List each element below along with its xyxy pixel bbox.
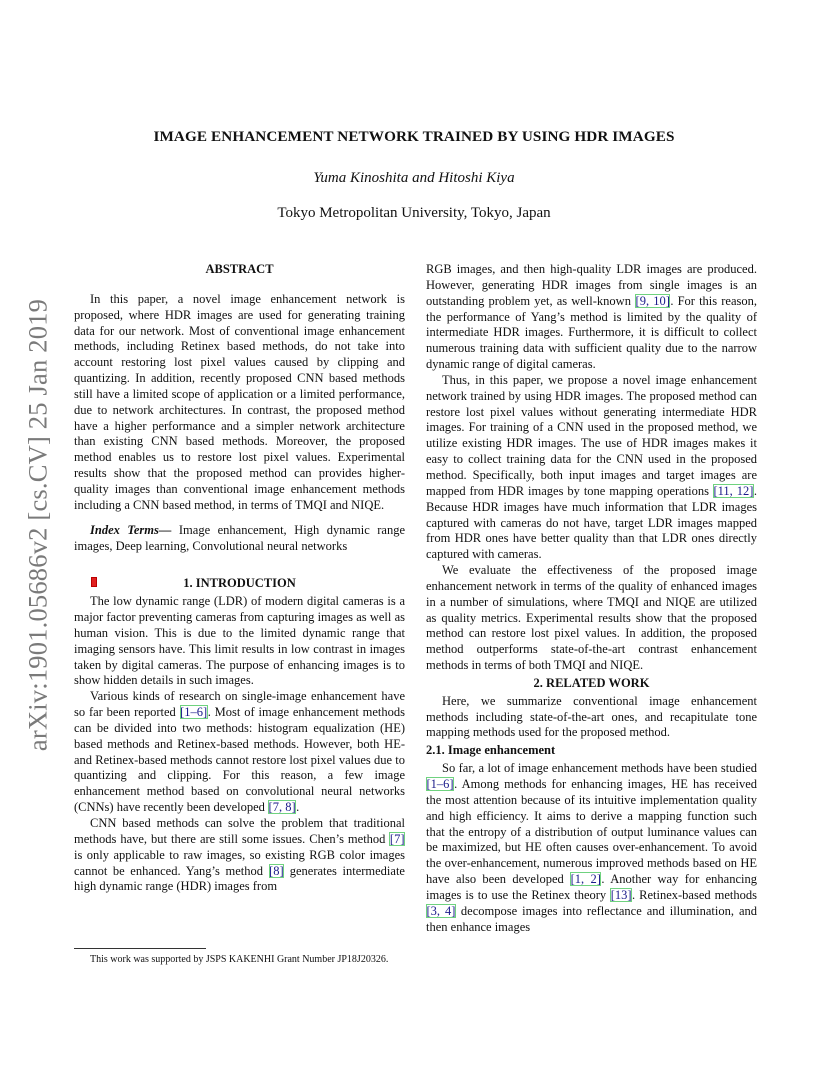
intro-paragraph-2	[74, 689, 405, 816]
footnote-text: This work was supported by JSPS KAKENHI Grant Number JP18J20326.	[90, 954, 389, 965]
intro-paragraph-3	[74, 816, 405, 895]
text-run: . Because HDR images have much information that LDR images captured with cameras do not have, target LDR images mapped from HDR ones have better quality than that LDR ones directly captured with cameras.	[426, 483, 757, 562]
text-run: CNN based methods can solve the problem that traditional methods have, but there are still some issues. Chen’s method	[74, 816, 405, 846]
paper-authors: Yuma Kinoshita and Hitoshi Kiya	[313, 170, 515, 186]
text-run: . Another way for enhancing images is to use the Retinex theory	[426, 872, 757, 902]
text-run: . For this reason, the performance of Yang’s method is limited by the quality of intermediate HDR images. Furthermore, it is difficult to collect numerous training data with sufficient quality due to the narrow dynamic range of digital cameras.	[426, 293, 757, 372]
paper-affiliation: Tokyo Metropolitan University, Tokyo, Japan	[277, 205, 551, 221]
citation-link[interactable]: [7, 8]	[268, 800, 296, 815]
related-paragraph-2	[426, 761, 757, 935]
text-run: So far, a lot of image enhancement methods have been studied	[442, 761, 757, 776]
index-terms	[74, 523, 405, 555]
arxiv-sidebar	[18, 290, 58, 760]
related-paragraph-1: Here, we summarize conventional image enhancement methods including state-of-the-art ones, and recapitulate tone mapping methods used for the proposed method.	[426, 693, 757, 740]
left-column	[74, 262, 405, 895]
citation-link[interactable]: [1, 2]	[570, 872, 601, 887]
text-run: decompose images into reflectance and illumination, and then enhance images	[426, 903, 757, 934]
text-run: .	[296, 800, 300, 815]
citation-link[interactable]: [1–6]	[180, 705, 208, 720]
intro-heading: 1. INTRODUCTION	[183, 576, 296, 591]
footnote-divider	[74, 948, 206, 949]
text-run: Thus, in this paper, we propose a novel image enhancement network trained by using HDR images. The proposed method can restore lost pixel values without generating intermediate HDR images. For training of a CNN used in the proposed method, we utilize existing HDR images. The use of HDR images makes it easy to collect training data for the CNN used in the proposed method. Specifically, both input images and target images are mapped from HDR images by tone mapping operations	[426, 372, 757, 498]
text-run: . Retinex-based methods	[632, 887, 757, 902]
subsection-heading: 2.1. Image enhancement	[426, 743, 556, 758]
text-run: . Among methods for enhancing images, HE has received the most attention because of its intuitive implementation quality and high efficiency. It aims to derive a mapping function such that the entropy of a distribution of output luminance values can be maximized, but HE often causes over-enhancement. To avoid the over-enhancement, numerous improved methods based on HE have also been developed	[426, 777, 757, 887]
intro-paragraph-4	[426, 262, 757, 373]
intro-paragraph-6: We evaluate the effectiveness of the proposed image enhancement network in terms of the quality of enhanced images in a number of simulations, where TMQI and NIQE are utilized as quality metrics. Experimental results show that the proposed method can restore lost pixel values. In addition, the proposed method outperforms state-of-the-art contrast enhancement methods in terms of both TMQI and NIQE.	[426, 563, 757, 673]
citation-link[interactable]: [3, 4]	[426, 903, 456, 918]
citation-link[interactable]: [9, 10]	[635, 293, 670, 308]
intro-paragraph-1: The low dynamic range (LDR) of modern digital cameras is a major factor preventing cameras from capturing images as well as human vision. This is due to the limited dynamic range that imaging sensors have. This limit results in low contrast in images taken by digital cameras. The purpose of enhancing images is to show hidden details in such images.	[74, 594, 405, 688]
abstract-heading: ABSTRACT	[205, 262, 274, 276]
text-run: Various kinds of research on single-image enhancement have so far been reported	[74, 689, 405, 720]
footnote	[74, 953, 405, 966]
text-run: is only applicable to raw images, so existing RGB color images cannot be enhanced. Yang’s method	[74, 847, 405, 878]
related-work-heading: 2. RELATED WORK	[533, 675, 650, 690]
arxiv-identifier: arXiv:1901.05686v2 [cs.CV] 25 Jan 2019	[22, 298, 53, 752]
paper-title: IMAGE ENHANCEMENT NETWORK TRAINED BY USING HDR IMAGES	[153, 128, 675, 145]
index-terms-text: Image enhancement, High dynamic range images, Deep learning, Convolutional neural networks	[74, 522, 406, 553]
citation-link[interactable]: [13]	[610, 887, 632, 902]
citation-link[interactable]: [7]	[389, 831, 405, 846]
text-run: generates intermediate high dynamic range (HDR) images from	[74, 863, 405, 894]
abstract-text: In this paper, a novel image enhancement network is proposed, where HDR images are used for generating training data for our network. Most of conventional image enhancement methods, including Retinex based methods, do not take into account restoring lost pixel values caused by clipping and quantizing. In addition, recently proposed CNN based methods still have a limited scope of application or a limited performance, due to network architectures. In contrast, the proposed method have a higher performance and a simpler network architecture than existing CNN based methods. Moreover, the proposed method enables us to restore lost pixel values. Experimental results show that the proposed method can provides higher-quality images than conventional image enhancement methods including a CNN based method, in terms of TMQI and NIQE.	[74, 291, 405, 512]
citation-link[interactable]: [11, 12]	[713, 483, 754, 498]
text-run: . Most of image enhancement methods can be divided into two methods: histogram equalization (HE) based methods and Retinex-based methods. However, both HE- and Retinex-based methods cannot restore lost pixel values due to quantizing and clipping. For this reason, a few image enhancement method based on convolutional neural networks (CNNs) have recently been developed	[74, 705, 406, 815]
text-run: RGB images, and then high-quality LDR images are produced. However, generating HDR images from single images is an outstanding problem yet, as well-known	[426, 262, 757, 308]
index-terms-label: Index Terms—	[90, 522, 172, 537]
citation-link[interactable]: [8]	[269, 863, 284, 878]
annotation-marker	[91, 577, 97, 587]
intro-paragraph-5	[426, 373, 757, 563]
citation-link[interactable]: [1–6]	[426, 777, 454, 791]
right-column	[426, 262, 757, 935]
